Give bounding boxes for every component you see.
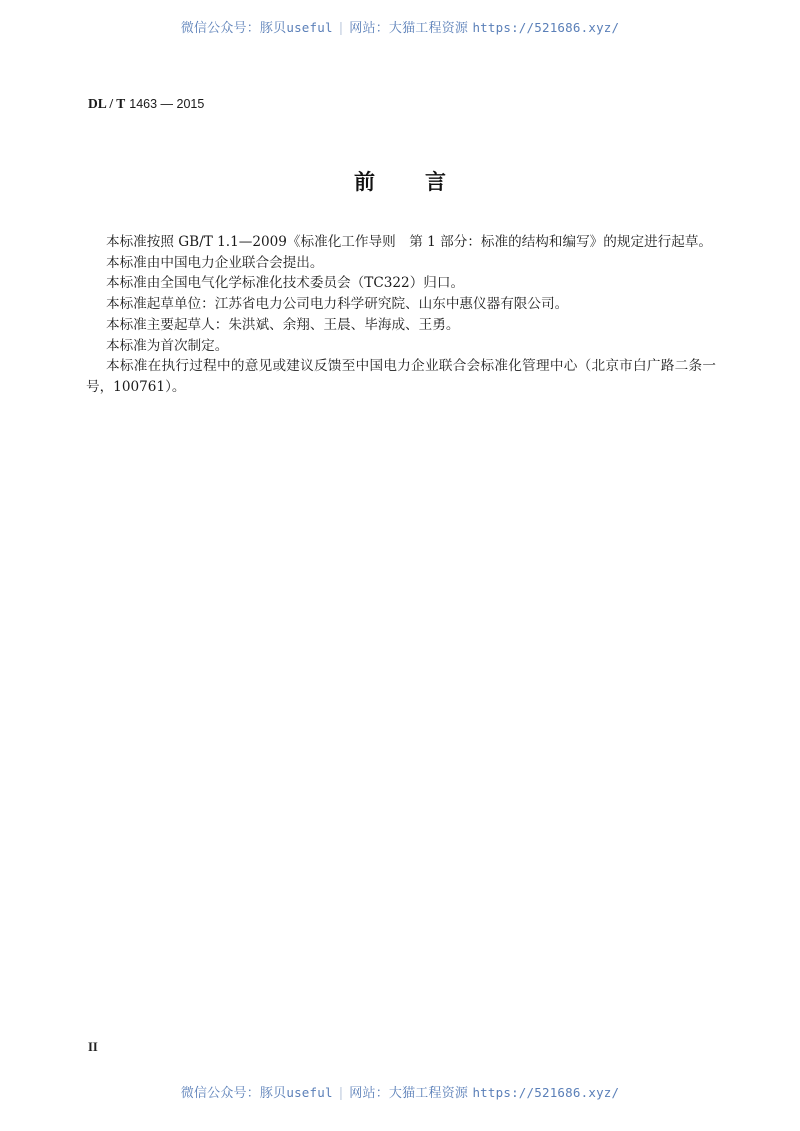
watermark-wechat-label: 微信公众号：豚贝 xyxy=(180,21,287,36)
watermark-separator: | xyxy=(338,1086,344,1101)
watermark-wechat-name: useful xyxy=(286,1085,333,1100)
standard-number xyxy=(88,96,204,112)
watermark-header xyxy=(0,17,800,36)
paragraph-drafters: 本标准主要起草人：朱洪斌、余翔、王晨、毕海成、王勇。 xyxy=(106,316,460,333)
standard-prefix: DL / T xyxy=(88,96,126,111)
paragraph-feedback: 本标准在执行过程中的意见或建议反馈至中国电力企业联合会标准化管理中心（北京市白广路二条一号，100761）。 xyxy=(86,358,716,395)
title-char-1: 前 xyxy=(354,170,375,194)
watermark-site-label: 网站：大猫工程资源 xyxy=(349,1086,469,1101)
foreword-body xyxy=(86,232,716,398)
watermark-wechat-name: useful xyxy=(286,20,333,35)
page-number: II xyxy=(88,1040,98,1054)
title-char-2: 言 xyxy=(425,170,446,194)
standard-code: 1463 — 2015 xyxy=(129,97,205,111)
watermark-site-url[interactable]: https://521686.xyz/ xyxy=(472,20,620,35)
paragraph-first-edition: 本标准为首次制定。 xyxy=(106,337,229,354)
paragraph-drafting-units: 本标准起草单位：江苏省电力公司电力科学研究院、山东中惠仪器有限公司。 xyxy=(106,296,569,313)
page-title xyxy=(0,166,800,196)
paragraph-drafting-rules: 本标准按照 GB/T 1.1—2009《标准化工作导则 第 1 部分：标准的结构和编写》的规定进行起草。 xyxy=(106,234,713,250)
watermark-site-label: 网站：大猫工程资源 xyxy=(349,21,469,36)
watermark-wechat-label: 微信公众号：豚贝 xyxy=(180,1086,287,1101)
watermark-site-url[interactable]: https://521686.xyz/ xyxy=(472,1085,620,1100)
watermark-separator: | xyxy=(338,21,344,36)
paragraph-administered-by: 本标准由全国电气化学标准化技术委员会（TC322）归口。 xyxy=(106,275,465,292)
paragraph-proposed-by: 本标准由中国电力企业联合会提出。 xyxy=(106,254,324,271)
watermark-footer xyxy=(0,1082,800,1101)
